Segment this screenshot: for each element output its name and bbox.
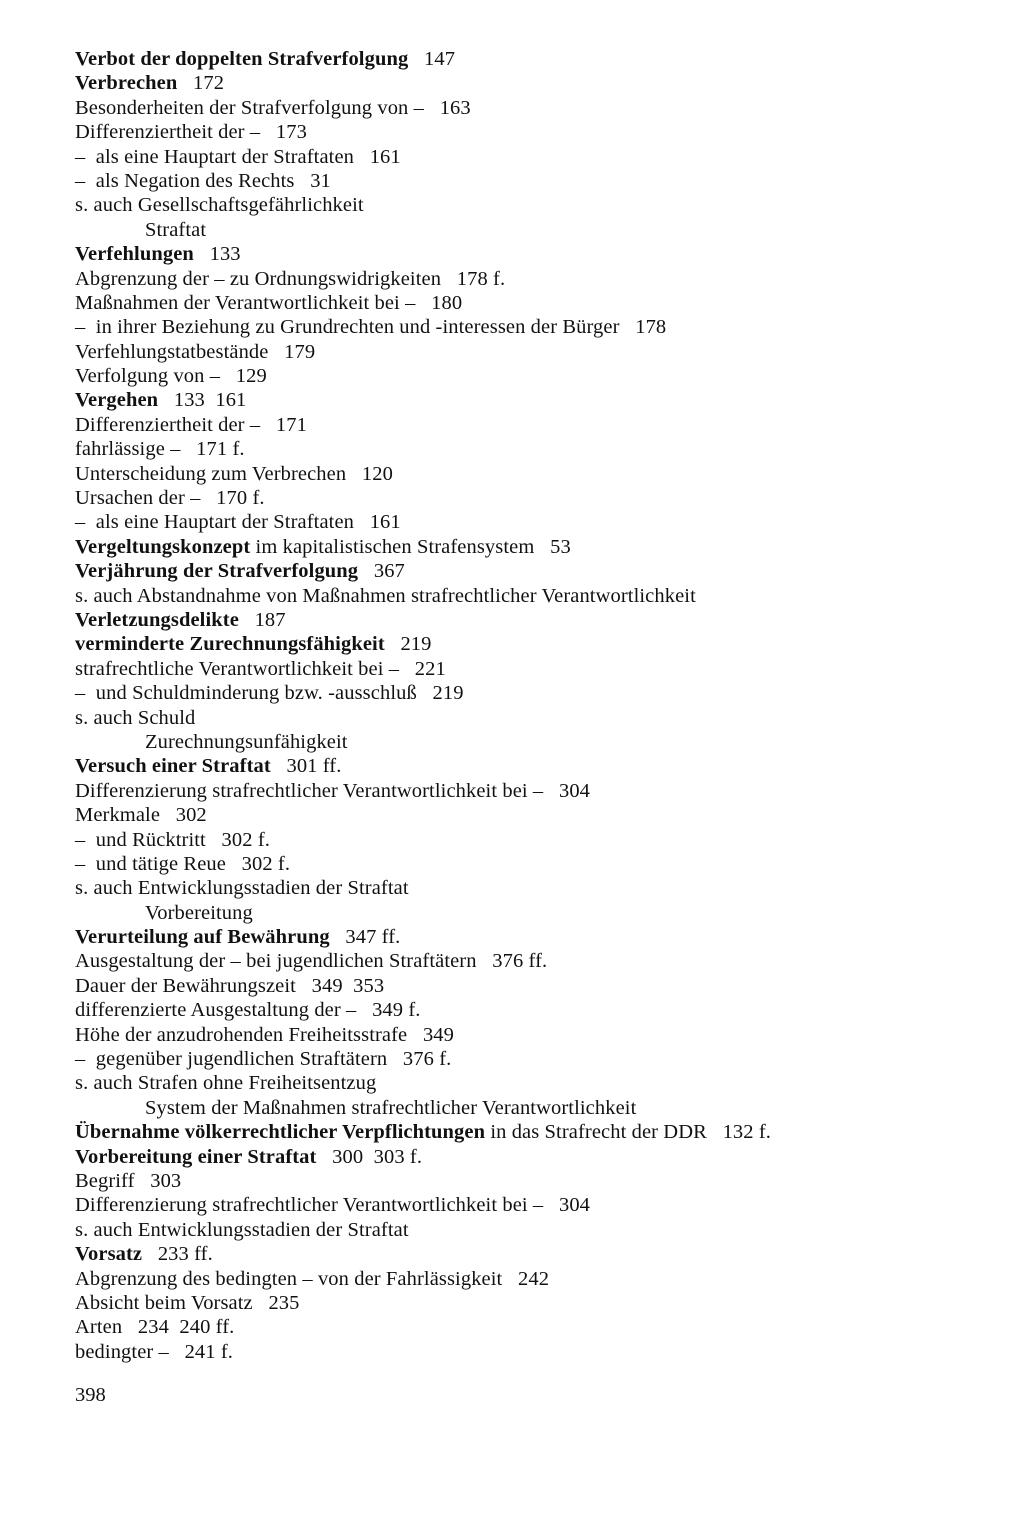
page-reference: 180 xyxy=(431,291,463,314)
index-entry-text: Besonderheiten der Strafverfolgung von – xyxy=(75,96,424,119)
index-headword-entry xyxy=(75,632,975,656)
page-reference: 367 xyxy=(373,560,405,583)
index-entry-text: Abgrenzung der – zu Ordnungswidrigkeiten xyxy=(75,267,442,290)
index-subentry xyxy=(75,340,975,364)
page-reference: 300 303 f. xyxy=(332,1145,423,1168)
page-reference: 133 161 xyxy=(173,389,247,412)
index-entry-text: Verfolgung von – xyxy=(75,365,221,388)
index-subentry xyxy=(75,486,975,510)
index-subentry xyxy=(75,876,975,900)
index-entry-text: Dauer der Bewährungszeit xyxy=(75,974,296,997)
index-entry-text: – als eine Hauptart der Straftaten xyxy=(75,145,354,168)
index-entry-text: – und Schuldminderung bzw. -ausschluß xyxy=(75,682,417,705)
page-reference: 163 xyxy=(439,96,471,119)
page-reference: 304 xyxy=(558,1194,591,1217)
page-reference: 302 f. xyxy=(221,828,270,851)
index-entry-text: Merkmale xyxy=(75,804,161,827)
index-subentry xyxy=(75,803,975,827)
page-reference: 349 xyxy=(422,1023,454,1046)
index-entry-text: strafrechtliche Verantwortlichkeit bei – xyxy=(75,657,400,680)
index-headword-entry xyxy=(75,388,975,412)
page-reference: 132 f. xyxy=(722,1121,772,1144)
index-subentry xyxy=(75,998,975,1022)
index-headword-entry xyxy=(75,559,975,583)
index-subentry xyxy=(75,730,975,754)
page-reference: 242 xyxy=(518,1267,550,1290)
index-entry-text: s. auch Entwicklungsstadien der Straftat xyxy=(75,877,409,900)
index-entry-text: Abgrenzung des bedingten – von der Fahrlässigkeit xyxy=(75,1267,503,1290)
index-headword-entry xyxy=(75,535,975,559)
index-subentry xyxy=(75,96,975,120)
page-reference: 178 f. xyxy=(456,267,506,290)
index-entry-text: s. auch Entwicklungsstadien der Straftat xyxy=(75,1218,409,1241)
index-entry-text: Maßnahmen der Verantwortlichkeit bei – xyxy=(75,291,416,314)
index-subentry xyxy=(75,584,975,608)
index-subentry xyxy=(75,413,975,437)
page-reference: 171 f. xyxy=(196,438,245,461)
index-headword: Verurteilung auf Bewährung xyxy=(75,926,330,949)
index-entry-text: Unterscheidung zum Verbrechen xyxy=(75,462,347,485)
index-headword-entry xyxy=(75,242,975,266)
index-headword: Verletzungsdelikte xyxy=(75,608,239,631)
index-entry-text: Zurechnungsunfähigkeit xyxy=(145,730,348,753)
index-entry-text: – als Negation des Rechts xyxy=(75,169,295,192)
page-reference: 187 xyxy=(254,608,286,631)
index-subentry xyxy=(75,706,975,730)
index-headword: Verjährung der Strafverfolgung xyxy=(75,560,359,583)
index-subentry xyxy=(75,1071,975,1095)
page-reference: 53 xyxy=(550,535,571,558)
page-reference: 170 f. xyxy=(216,487,265,510)
page-reference: 376 ff. xyxy=(492,950,548,973)
index-subentry xyxy=(75,657,975,681)
index-subentry xyxy=(75,828,975,852)
page-reference: 233 ff. xyxy=(157,1243,213,1266)
page-number: 398 xyxy=(75,1384,106,1406)
index-subentry xyxy=(75,1267,975,1291)
index-entry-text: System der Maßnahmen strafrechtlicher Verantwortlichkeit xyxy=(145,1096,637,1119)
index-headword: Vergehen xyxy=(75,389,159,412)
index-subentry xyxy=(75,949,975,973)
index-headword-entry xyxy=(75,1120,975,1144)
index-entry-text: in das Strafrecht der DDR xyxy=(485,1121,707,1144)
page-reference: 172 xyxy=(193,72,225,95)
index-entry-text: Vorbereitung xyxy=(145,901,253,924)
index-subentry xyxy=(75,1340,975,1364)
index-entry-text: Ursachen der – xyxy=(75,487,201,510)
index-headword: Versuch einer Straftat xyxy=(75,755,271,778)
index-headword: verminderte Zurechnungsfähigkeit xyxy=(75,633,385,656)
index-entry-text: Differenzierung strafrechtlicher Verantwortlichkeit bei – xyxy=(75,779,544,802)
index-subentry xyxy=(75,1096,975,1120)
page-reference: 161 xyxy=(369,511,401,534)
index-headword-entry xyxy=(75,1145,975,1169)
index-headword: Verbrechen xyxy=(75,72,178,95)
index-entry-text: Begriff xyxy=(75,1169,135,1192)
index-subentry xyxy=(75,462,975,486)
page-reference: 161 xyxy=(369,145,401,168)
index-subentry xyxy=(75,218,975,242)
index-headword: Vergeltungskonzept xyxy=(75,535,251,558)
index-headword-entry xyxy=(75,754,975,778)
page-reference: 173 xyxy=(275,121,307,144)
index-entry-text: im kapitalistischen Strafensystem xyxy=(250,535,535,558)
index-entry-text: s. auch Gesellschaftsgefährlichkeit xyxy=(75,194,364,217)
page-reference: 349 f. xyxy=(372,999,421,1022)
page-reference: 120 xyxy=(361,462,393,485)
index-headword: Übernahme völkerrechtlicher Verpflichtungen xyxy=(75,1121,486,1144)
page-reference: 133 xyxy=(209,243,241,266)
page-reference: 304 xyxy=(558,779,591,802)
index-entry-text: – in ihrer Beziehung zu Grundrechten und -interessen der Bürger xyxy=(75,316,620,339)
index-entry-text: – und Rücktritt xyxy=(75,828,206,851)
index-subentry xyxy=(75,120,975,144)
index-subentry xyxy=(75,291,975,315)
index-subentry xyxy=(75,1169,975,1193)
page-reference: 235 xyxy=(268,1291,300,1314)
index-subentry xyxy=(75,267,975,291)
index-headword-entry xyxy=(75,925,975,949)
index-subentry xyxy=(75,901,975,925)
page-reference: 221 xyxy=(414,657,446,680)
index-subentry xyxy=(75,852,975,876)
index-entry-text: Ausgestaltung der – bei jugendlichen Straftätern xyxy=(75,950,477,973)
index-entry-text: Straftat xyxy=(145,218,207,241)
page-reference: 302 xyxy=(175,804,207,827)
index-subentry xyxy=(75,1291,975,1315)
index-subentry xyxy=(75,779,975,803)
index-headword: Vorsatz xyxy=(75,1243,143,1266)
index-subentry xyxy=(75,315,975,339)
index-subentry xyxy=(75,169,975,193)
index-entry-text: Differenziertheit der – xyxy=(75,413,261,436)
index-subentry xyxy=(75,437,975,461)
index-headword: Verbot der doppelten Strafverfolgung xyxy=(75,48,409,70)
index-entry-text: fahrlässige – xyxy=(75,438,181,461)
index-headword-entry xyxy=(75,71,975,95)
index-entry-text: Differenziertheit der – xyxy=(75,121,261,144)
index-entry-text: Arten xyxy=(75,1316,123,1339)
index-subentry xyxy=(75,1047,975,1071)
index-headword-entry xyxy=(75,608,975,632)
index-headword-entry xyxy=(75,47,975,71)
index-entry-text: Höhe der anzudrohenden Freiheitsstrafe xyxy=(75,1023,408,1046)
index-subentry xyxy=(75,974,975,998)
page-reference: 349 353 xyxy=(311,974,385,997)
index-entry-text: bedingter – xyxy=(75,1340,169,1363)
page-reference: 347 ff. xyxy=(345,926,401,949)
page-reference: 179 xyxy=(284,340,316,363)
index-entry-text: s. auch Schuld xyxy=(75,706,196,729)
page-reference: 301 ff. xyxy=(286,755,342,778)
page-reference: 129 xyxy=(235,365,267,388)
index-subentry xyxy=(75,510,975,534)
page-reference: 219 xyxy=(432,682,464,705)
page-reference: 376 f. xyxy=(402,1048,452,1071)
index-entry-text: Verfehlungstatbestände xyxy=(75,340,269,363)
index-entry-text: – und tätige Reue xyxy=(75,852,226,875)
page-reference: 147 xyxy=(424,48,456,70)
index-subentry xyxy=(75,145,975,169)
index-entry-text: differenzierte Ausgestaltung der – xyxy=(75,999,357,1022)
page-reference: 171 xyxy=(275,413,307,436)
page-reference: 303 xyxy=(150,1169,182,1192)
index-entry-text: s. auch Abstandnahme von Maßnahmen strafrechtlicher Verantwortlichkeit xyxy=(75,584,696,607)
page-reference: 302 f. xyxy=(241,852,291,875)
index-entry-text: Absicht beim Vorsatz xyxy=(75,1291,253,1314)
page-reference: 178 xyxy=(635,316,667,339)
index-entry-text: – gegenüber jugendlichen Straftätern xyxy=(75,1048,388,1071)
index-headword: Verfehlungen xyxy=(75,243,194,266)
index-entry-text: s. auch Strafen ohne Freiheitsentzug xyxy=(75,1072,377,1095)
page-reference: 31 xyxy=(310,169,331,192)
index-headword-entry xyxy=(75,1242,975,1266)
page-reference: 219 xyxy=(400,633,432,656)
index-subentry xyxy=(75,1315,975,1339)
page-reference: 241 f. xyxy=(184,1340,234,1363)
index-subentry xyxy=(75,1023,975,1047)
subject-index xyxy=(75,47,975,1364)
index-entry-text: – als eine Hauptart der Straftaten xyxy=(75,511,354,534)
page-reference: 234 240 ff. xyxy=(137,1316,235,1339)
index-subentry xyxy=(75,193,975,217)
index-subentry xyxy=(75,1218,975,1242)
index-subentry xyxy=(75,681,975,705)
index-headword: Vorbereitung einer Straftat xyxy=(75,1145,317,1168)
index-subentry xyxy=(75,364,975,388)
index-entry-text: Differenzierung strafrechtlicher Verantwortlichkeit bei – xyxy=(75,1194,544,1217)
index-subentry xyxy=(75,1193,975,1217)
